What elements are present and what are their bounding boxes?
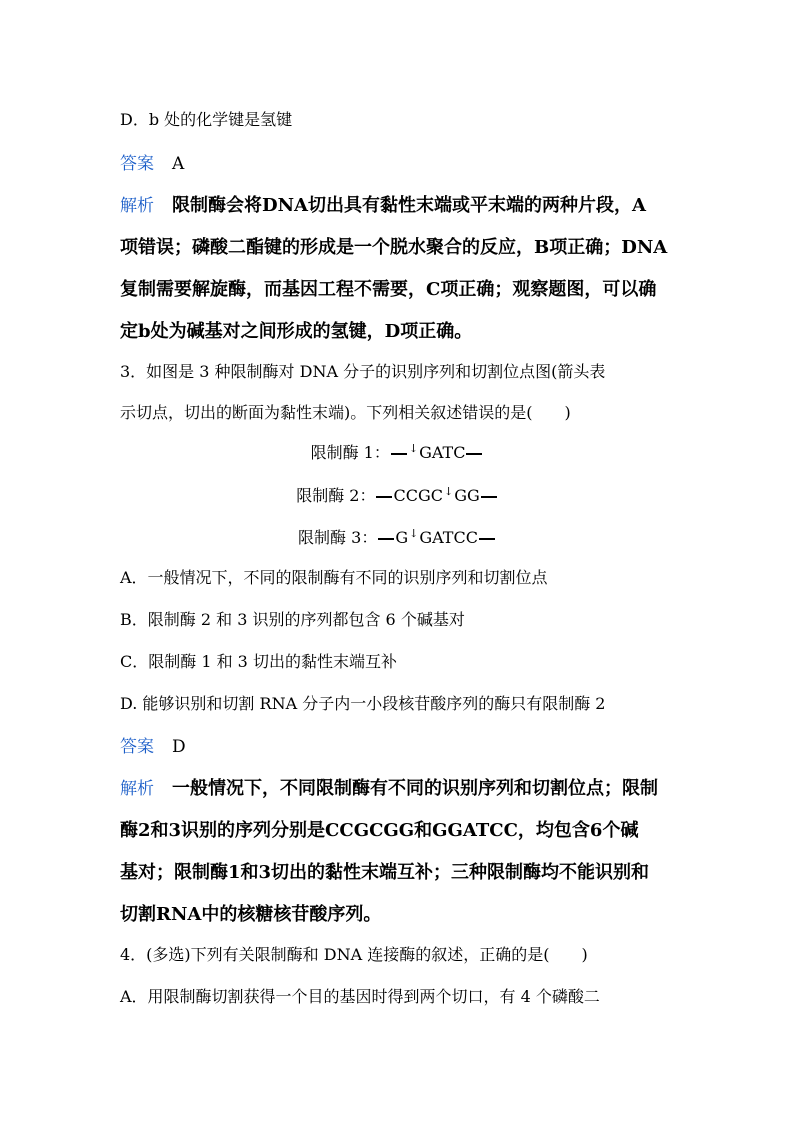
- q2-analysis-line-3: 复制需要解旋酶，而基因工程不需要，C项正确；观察题图，可以确: [120, 279, 657, 300]
- answer-label: 答案: [120, 737, 154, 757]
- answer-value: D: [172, 737, 186, 757]
- q4-option-a: A．用限制酶切割获得一个目的基因时得到两个切口，有 4 个磷酸二: [120, 987, 600, 1006]
- sequence-right: GG: [454, 486, 480, 505]
- q3-stem-line-1: 3．如图是 3 种限制酶对 DNA 分子的识别序列和切割位点图(箭头表: [120, 362, 606, 381]
- q3-option-c: C．限制酶 1 和 3 切出的黏性末端互补: [120, 652, 397, 671]
- strand-dash: [378, 538, 394, 540]
- strand-dash: [466, 453, 482, 455]
- q3-analysis-line-3: 基对；限制酶1和3切出的黏性末端互补；三种限制酶均不能识别和: [120, 862, 650, 883]
- q3-analysis-line-1: [120, 774, 658, 800]
- enzyme-label: 限制酶 1：: [310, 443, 390, 462]
- q4-stem: 4．(多选)下列有关限制酶和 DNA 连接酶的叙述，正确的是( ): [120, 945, 588, 964]
- enzyme-label: 限制酶 3：: [298, 528, 378, 547]
- strand-dash: [391, 453, 407, 455]
- enzyme-3-sequence: [0, 525, 794, 548]
- strand-dash: [479, 538, 495, 540]
- analysis-label: 解析: [120, 196, 154, 216]
- q3-stem-line-2: 示切点，切出的断面为黏性末端)。下列相关叙述错误的是( ): [120, 403, 571, 422]
- sequence-right: GATCC: [419, 528, 478, 547]
- q3-option-d: D. 能够识别和切割 RNA 分子内一小段核苷酸序列的酶只有限制酶 2: [120, 694, 606, 713]
- q3-analysis-line-4: 切割RNA中的核糖核苷酸序列。: [120, 904, 382, 925]
- analysis-text: 限制酶会将DNA切出具有黏性末端或平末端的两种片段，A: [172, 195, 646, 216]
- cut-arrow-icon: ↓: [409, 527, 419, 540]
- q2-answer: [120, 149, 184, 174]
- q3-option-b: B．限制酶 2 和 3 识别的序列都包含 6 个碱基对: [120, 610, 465, 629]
- q3-analysis-line-2: 酶2和3识别的序列分别是CCGCGG和GGATCC，均包含6个碱: [120, 820, 639, 841]
- enzyme-label: 限制酶 2：: [296, 486, 376, 505]
- enzyme-2-sequence: [0, 483, 794, 506]
- q3-option-a: A．一般情况下，不同的限制酶有不同的识别序列和切割位点: [120, 568, 548, 587]
- q2-analysis-line-4: 定b处为碱基对之间形成的氢键，D项正确。: [120, 321, 473, 342]
- answer-label: 答案: [120, 154, 154, 174]
- q3-answer: [120, 732, 186, 757]
- strand-dash: [376, 496, 392, 498]
- q2-option-d: D．b 处的化学键是氢键: [120, 110, 293, 129]
- answer-value: A: [172, 154, 185, 174]
- sequence-right: GATC: [419, 443, 466, 462]
- q2-analysis-line-1: [120, 191, 646, 217]
- strand-dash: [481, 496, 497, 498]
- analysis-text: 一般情况下，不同限制酶有不同的识别序列和切割位点；限制: [172, 778, 658, 799]
- q2-analysis-line-2: 项错误；磷酸二酯键的形成是一个脱水聚合的反应，B项正确；DNA: [120, 237, 668, 258]
- cut-arrow-icon: ↓: [444, 485, 454, 498]
- sequence-left: CCGC: [393, 486, 443, 505]
- analysis-label: 解析: [120, 779, 154, 799]
- sequence-left: G: [395, 528, 409, 547]
- cut-arrow-icon: ↓: [408, 442, 419, 455]
- enzyme-1-sequence: [0, 440, 794, 463]
